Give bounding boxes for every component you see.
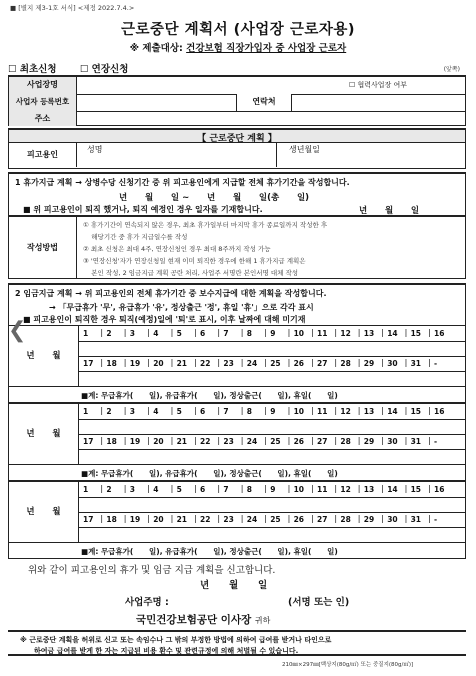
day-mark-cell[interactable] xyxy=(79,341,102,356)
day-mark-cell[interactable] xyxy=(383,527,406,542)
day-mark-cell[interactable] xyxy=(196,527,219,542)
form-title: 근로중단 계획서 (사업장 근로자용) xyxy=(121,22,355,38)
method-line-3: ② 최초 신청은 최대 4주, 연장신청인 경우 최대 8주까지 작성 가능 xyxy=(83,245,271,253)
day-mark-cell[interactable] xyxy=(196,371,219,386)
declaration-text: 위와 같이 피고용인의 휴가 및 임금 지급 계획을 신고합니다. xyxy=(28,565,276,576)
day-mark-cell[interactable] xyxy=(149,527,172,542)
day-number: 12 xyxy=(340,407,351,416)
day-number: 3 xyxy=(129,329,136,338)
leave-period: 년 월 일 ~ 년 월 일(총 일) xyxy=(119,193,310,203)
day-mark-cell[interactable] xyxy=(102,449,125,464)
day-number: 24 xyxy=(246,437,258,446)
method-box xyxy=(8,216,466,279)
form-subtitle: ※ 제출대상: 건강보험 직장가입자 중 사업장 근로자 xyxy=(129,43,347,54)
section2-note2: ■ 피고용인이 퇴직한 경우 퇴직(예정)일에 '퇴'로 표시, 이후 날짜에 대해 미기재 xyxy=(23,315,306,324)
day-number: 13 xyxy=(363,407,375,416)
day-number: 4 xyxy=(153,407,159,416)
day-number: 24 xyxy=(246,515,258,524)
day-mark-cell[interactable] xyxy=(126,371,149,386)
day-number: 30 xyxy=(387,437,398,446)
day-mark-cell[interactable] xyxy=(126,341,149,356)
day-mark-cell[interactable] xyxy=(149,371,172,386)
day-mark-cell[interactable] xyxy=(243,419,266,434)
day-mark-cell[interactable] xyxy=(383,449,406,464)
day-mark-cell[interactable] xyxy=(173,371,196,386)
day-mark-cell[interactable] xyxy=(336,371,359,386)
day-mark-cell[interactable] xyxy=(313,419,336,434)
method-line-5: 본인 작성, 2 임금지급 계획 공란 처리, 사업주 서명란 본인서명 대체 작성 xyxy=(83,269,299,277)
day-number: 3 xyxy=(129,485,136,494)
day-number: 23 xyxy=(223,515,234,524)
day-mark-cell[interactable] xyxy=(196,341,219,356)
plan-header-box xyxy=(8,128,466,143)
day-number: 10 xyxy=(293,329,305,338)
employer-sign: (서명 또는 인) xyxy=(288,597,350,608)
day-mark-cell[interactable] xyxy=(290,497,313,512)
day-mark-cell[interactable] xyxy=(360,449,383,464)
day-mark-cell[interactable] xyxy=(360,371,383,386)
day-mark-cell[interactable] xyxy=(360,341,383,356)
insured-name-field[interactable] xyxy=(77,143,277,167)
day-number: 29 xyxy=(363,437,375,446)
plan-header: 【 근로중단 계획 】 xyxy=(197,134,277,144)
day-mark-cell[interactable] xyxy=(126,449,149,464)
day-mark-cell[interactable] xyxy=(266,341,289,356)
day-number: 14 xyxy=(387,329,398,338)
day-mark-cell[interactable] xyxy=(430,449,453,464)
paper-note: 210㎜×297㎜[백상지(80g/㎡) 또는 중질지(80g/㎡)] xyxy=(282,662,414,668)
day-mark-cell[interactable] xyxy=(360,497,383,512)
day-mark-cell[interactable] xyxy=(149,449,172,464)
day-number: 21 xyxy=(176,437,188,446)
month-total-line: ■계: 무급휴가( 일), 유급휴가( 일), 정상출근( 일), 휴일( 일) xyxy=(81,469,338,478)
day-number: 26 xyxy=(293,437,305,446)
day-mark-cell[interactable] xyxy=(243,497,266,512)
day-number: 28 xyxy=(340,359,351,368)
day-number: 15 xyxy=(410,329,422,338)
regno-label: 사업자 등록번호 xyxy=(9,94,77,111)
regno-field[interactable] xyxy=(77,94,237,111)
day-mark-cell[interactable] xyxy=(383,419,406,434)
day-number: 12 xyxy=(340,329,351,338)
day-mark-cell[interactable] xyxy=(219,449,242,464)
day-number: 4 xyxy=(153,485,159,494)
day-number: 27 xyxy=(317,437,328,446)
day-mark-cell[interactable] xyxy=(196,449,219,464)
day-number: 23 xyxy=(223,359,234,368)
day-number: - xyxy=(434,515,438,524)
day-number: 19 xyxy=(129,359,141,368)
day-mark-cell[interactable] xyxy=(313,371,336,386)
day-number: 25 xyxy=(270,437,281,446)
day-mark-cell[interactable] xyxy=(196,497,219,512)
day-mark-cell[interactable] xyxy=(290,527,313,542)
day-mark-cell[interactable] xyxy=(243,341,266,356)
day-number: 22 xyxy=(200,437,211,446)
day-number: 2 xyxy=(106,329,112,338)
method-line-4: ③ '연장신청'자가 연장신청일 현재 이미 퇴직한 경우에 한해 1 휴가지급 계획은 xyxy=(83,257,306,265)
day-number: 17 xyxy=(83,359,94,368)
day-number: 16 xyxy=(434,329,445,338)
day-mark-cell[interactable] xyxy=(102,527,125,542)
day-number: 20 xyxy=(153,437,164,446)
business-table xyxy=(8,75,466,126)
day-number: 30 xyxy=(387,515,398,524)
method-label: 작성방법 xyxy=(9,217,77,278)
day-number: 6 xyxy=(200,329,206,338)
section1-box xyxy=(8,172,466,216)
day-number: 21 xyxy=(176,359,188,368)
day-number: 31 xyxy=(410,437,422,446)
day-mark-cell[interactable] xyxy=(102,419,125,434)
day-number: 5 xyxy=(176,407,182,416)
day-mark-cell[interactable] xyxy=(219,497,242,512)
day-mark-cell[interactable] xyxy=(243,371,266,386)
form-number: ■ [별지 제3-1호 서식] <제정 2022.7.4.> xyxy=(10,4,135,12)
day-mark-cell[interactable] xyxy=(266,527,289,542)
insured-row xyxy=(8,143,466,169)
day-number: 30 xyxy=(387,359,398,368)
day-mark-cell[interactable] xyxy=(243,527,266,542)
day-number: 6 xyxy=(200,407,206,416)
day-mark-cell[interactable] xyxy=(266,449,289,464)
day-mark-cell[interactable] xyxy=(313,497,336,512)
day-mark-cell[interactable] xyxy=(173,527,196,542)
day-mark-cell[interactable] xyxy=(266,497,289,512)
day-number: 25 xyxy=(270,515,281,524)
day-number: 7 xyxy=(223,329,229,338)
day-mark-cell[interactable] xyxy=(313,527,336,542)
day-mark-cell[interactable] xyxy=(407,527,430,542)
extend-apply-checkbox[interactable]: ☐ 연장신청 xyxy=(79,64,129,75)
day-mark-cell[interactable] xyxy=(383,497,406,512)
day-number: 17 xyxy=(83,515,94,524)
day-mark-cell[interactable] xyxy=(290,449,313,464)
day-number: 11 xyxy=(317,485,328,494)
day-number: 20 xyxy=(153,359,164,368)
day-number: 8 xyxy=(246,407,253,416)
day-mark-cell[interactable] xyxy=(360,419,383,434)
day-mark-cell[interactable] xyxy=(79,527,102,542)
business-name-label: 사업장명 xyxy=(9,77,77,94)
day-number: 11 xyxy=(317,407,328,416)
day-number: 6 xyxy=(200,485,206,494)
day-number: 29 xyxy=(363,359,375,368)
day-number: 2 xyxy=(106,407,112,416)
day-number: 19 xyxy=(129,437,141,446)
day-mark-cell[interactable] xyxy=(149,419,172,434)
day-number: 1 xyxy=(83,407,89,416)
day-mark-cell[interactable] xyxy=(313,341,336,356)
method-line-1: ① 휴가기간이 연속되지 않은 경우, 최초 휴가일부터 마지막 휴가 종료일까지 작성한 후 xyxy=(83,221,328,229)
day-number: 19 xyxy=(129,515,141,524)
day-mark-cell[interactable] xyxy=(173,419,196,434)
day-number: 21 xyxy=(176,515,188,524)
day-mark-cell[interactable] xyxy=(173,449,196,464)
day-mark-cell[interactable] xyxy=(407,371,430,386)
resign-date: 년 월 일 xyxy=(359,206,420,216)
day-mark-cell[interactable] xyxy=(126,419,149,434)
month-total-line: ■계: 무급휴가( 일), 유급휴가( 일), 정상출근( 일), 휴일( 일) xyxy=(81,547,338,556)
day-mark-cell[interactable] xyxy=(219,341,242,356)
day-mark-cell[interactable] xyxy=(336,341,359,356)
first-apply-checkbox[interactable]: ☐ 최초신청 xyxy=(8,64,57,75)
day-number: 9 xyxy=(270,485,276,494)
day-mark-cell[interactable] xyxy=(266,419,289,434)
month-total-line: ■계: 무급휴가( 일), 유급휴가( 일), 정상출근( 일), 휴일( 일) xyxy=(81,391,338,400)
day-mark-cell[interactable] xyxy=(383,371,406,386)
day-number: 10 xyxy=(293,407,305,416)
day-number: 15 xyxy=(410,485,422,494)
day-number: 14 xyxy=(387,407,398,416)
day-number: 27 xyxy=(317,359,328,368)
day-number: 29 xyxy=(363,515,375,524)
address-field[interactable] xyxy=(77,111,465,126)
day-mark-cell[interactable] xyxy=(407,341,430,356)
day-mark-cell[interactable] xyxy=(290,419,313,434)
day-number: 16 xyxy=(434,407,445,416)
warning-line-1: ※ 근로중단 계획을 허위로 신고 또는 속임수나 그 밖의 부정한 방법에 의하여 급여를 받거나 타인으로 xyxy=(20,636,332,644)
day-mark-cell[interactable] xyxy=(430,341,453,356)
month-block: 년 월 1 17 2 18 | | 3 19 | | 4 20 | | 5 21 | | 6 22 | | 7 23 | | 8 24 | | 9 25 | | 10 26 | | 11 27 | | 12 28 | | 13 29 | | 14 30 | | 15 31 | | 16 - | | ■계: 무급휴가( 일), 유급휴가( 일), 정상출근( 일), 휴일( 일) xyxy=(8,325,466,403)
warning-box xyxy=(8,630,466,656)
day-number: 31 xyxy=(410,515,422,524)
day-number: 17 xyxy=(83,437,94,446)
day-number: 28 xyxy=(340,437,351,446)
contact-field[interactable] xyxy=(292,94,465,111)
day-number: 22 xyxy=(200,515,211,524)
recipient: 국민건강보험공단 이사장 귀하 xyxy=(136,614,271,626)
day-number: 13 xyxy=(363,485,375,494)
day-mark-cell[interactable] xyxy=(407,419,430,434)
day-mark-cell[interactable] xyxy=(290,371,313,386)
section2-heading: 2 임금지급 계획 → 위 피고용인의 전체 휴가기간 중 보수지급에 대한 계획을 작성합니다. xyxy=(15,289,327,298)
day-number: 13 xyxy=(363,329,375,338)
day-number: 5 xyxy=(176,485,182,494)
day-mark-cell[interactable] xyxy=(313,449,336,464)
employer-label: 사업주명 : xyxy=(125,597,169,608)
year-month-label: 년 월 xyxy=(9,404,79,464)
apply-type xyxy=(8,61,148,75)
day-number: 5 xyxy=(176,329,182,338)
day-mark-cell[interactable] xyxy=(102,341,125,356)
day-number: 28 xyxy=(340,515,351,524)
day-number: 7 xyxy=(223,407,229,416)
day-number: 9 xyxy=(270,329,276,338)
day-number: 7 xyxy=(223,485,229,494)
day-mark-cell[interactable] xyxy=(173,341,196,356)
day-mark-cell[interactable] xyxy=(79,419,102,434)
day-number: 27 xyxy=(317,515,328,524)
year-month-label: 년 월 xyxy=(9,482,79,542)
employer-name-field[interactable] xyxy=(185,590,265,606)
day-mark-cell[interactable] xyxy=(336,449,359,464)
day-mark-cell[interactable] xyxy=(219,419,242,434)
day-mark-cell[interactable] xyxy=(126,497,149,512)
day-mark-cell[interactable] xyxy=(79,449,102,464)
day-mark-cell[interactable] xyxy=(407,449,430,464)
day-mark-cell[interactable] xyxy=(243,449,266,464)
day-mark-cell[interactable] xyxy=(196,419,219,434)
day-number: 25 xyxy=(270,359,281,368)
day-mark-cell[interactable] xyxy=(79,497,102,512)
day-mark-cell[interactable] xyxy=(336,419,359,434)
address-label: 주소 xyxy=(9,111,77,126)
day-number: 31 xyxy=(410,359,422,368)
day-number: 22 xyxy=(200,359,211,368)
day-number: - xyxy=(434,359,438,368)
day-mark-cell[interactable] xyxy=(336,527,359,542)
day-number: 1 xyxy=(83,329,89,338)
day-mark-cell[interactable] xyxy=(102,371,125,386)
day-number: 18 xyxy=(106,515,117,524)
day-number: 4 xyxy=(153,329,159,338)
day-number: 9 xyxy=(270,407,276,416)
insured-label: 피고용인 xyxy=(9,143,77,167)
resign-line: ■ 위 피고용인이 퇴직 했거나, 퇴직 예정인 경우 일자를 기재합니다. xyxy=(23,205,263,214)
section1-heading: 1 휴가지급 계획 → 상병수당 신청기간 중 위 피고용인에게 지급할 전체 휴가기간을 작성합니다. xyxy=(15,178,350,187)
day-number: - xyxy=(434,437,438,446)
day-mark-cell[interactable] xyxy=(102,497,125,512)
day-mark-cell[interactable] xyxy=(430,371,453,386)
day-mark-cell[interactable] xyxy=(430,497,453,512)
year-month-label: 년 월 xyxy=(9,326,79,386)
section2-note1: → 「무급휴가 '무', 유급휴가 '유', 정상출근 '정', 휴일 '휴'」으로 각각 표시 xyxy=(49,303,314,312)
day-mark-cell[interactable] xyxy=(219,371,242,386)
insured-name-label: 성명 xyxy=(87,145,103,154)
chevron-left-icon[interactable]: ❮ xyxy=(8,318,27,343)
cooperative-checkbox[interactable]: ☐ 협력사업장 여부 xyxy=(349,81,408,89)
business-name-field[interactable] xyxy=(77,77,347,94)
day-number: 8 xyxy=(246,329,253,338)
day-mark-cell[interactable] xyxy=(290,341,313,356)
day-number: 10 xyxy=(293,485,305,494)
day-number: 18 xyxy=(106,359,117,368)
day-mark-cell[interactable] xyxy=(149,497,172,512)
day-number: 18 xyxy=(106,437,117,446)
day-mark-cell[interactable] xyxy=(407,497,430,512)
day-number: 24 xyxy=(246,359,258,368)
day-number: 11 xyxy=(317,329,328,338)
day-mark-cell[interactable] xyxy=(430,419,453,434)
day-mark-cell[interactable] xyxy=(126,527,149,542)
day-mark-cell[interactable] xyxy=(430,527,453,542)
front-note: (앞쪽) xyxy=(443,66,460,73)
day-number: 15 xyxy=(410,407,422,416)
day-number: 8 xyxy=(246,485,253,494)
day-number: 23 xyxy=(223,437,234,446)
day-mark-cell[interactable] xyxy=(173,497,196,512)
day-mark-cell[interactable] xyxy=(383,341,406,356)
month-block: 년 월 1 17 2 18 | | 3 19 | | 4 20 | | 5 21 | | 6 22 | | 7 23 | | 8 24 | | 9 25 | | 10 26 | | 11 27 | | 12 28 | | 13 29 | | 14 30 | | 15 31 | | 16 - | | ■계: 무급휴가( 일), 유급휴가( 일), 정상출근( 일), 휴일( 일) xyxy=(8,403,466,481)
day-mark-cell[interactable] xyxy=(219,527,242,542)
contact-label: 연락처 xyxy=(237,94,292,111)
day-number: 2 xyxy=(106,485,112,494)
insured-birth-label: 생년월일 xyxy=(289,145,320,154)
day-number: 26 xyxy=(293,515,305,524)
day-mark-cell[interactable] xyxy=(266,371,289,386)
section2-box xyxy=(8,283,466,325)
day-mark-cell[interactable] xyxy=(360,527,383,542)
day-mark-cell[interactable] xyxy=(79,371,102,386)
day-number: 26 xyxy=(293,359,305,368)
day-number: 14 xyxy=(387,485,398,494)
day-number: 12 xyxy=(340,485,351,494)
day-number: 16 xyxy=(434,485,445,494)
day-number: 20 xyxy=(153,515,164,524)
day-mark-cell[interactable] xyxy=(149,341,172,356)
warning-line-2: 하여금 급여를 받게 한 자는 지급된 비용 환수 및 관련규정에 의해 처벌될 수 있습니다. xyxy=(34,647,299,655)
day-mark-cell[interactable] xyxy=(336,497,359,512)
month-block: 년 월 1 17 2 18 | | 3 19 | | 4 20 | | 5 21 | | 6 22 | | 7 23 | | 8 24 | | 9 25 | | 10 26 | | 11 27 | | 12 28 | | 13 29 | | 14 30 | | 15 31 | | 16 - | | ■계: 무급휴가( 일), 유급휴가( 일), 정상출근( 일), 휴일( 일) xyxy=(8,481,466,559)
declaration-date: 년 월 일 xyxy=(200,580,268,591)
day-number: 3 xyxy=(129,407,136,416)
method-line-2: 해당기간 중 휴가 지급일수를 작성 xyxy=(83,233,188,241)
day-number: 1 xyxy=(83,485,89,494)
